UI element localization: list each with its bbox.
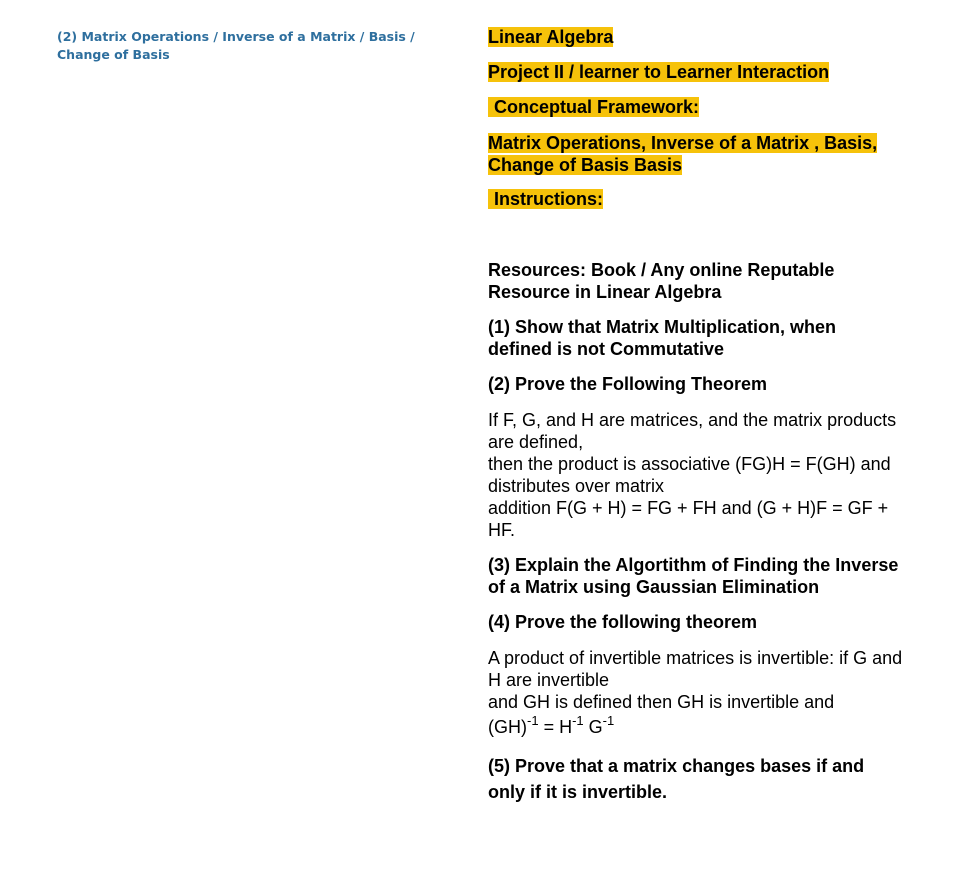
topics-heading: Matrix Operations, Inverse of a Matrix , Basis, Change of Basis Basis [488, 133, 878, 175]
theorem-2-line: If F, G, and H are matrices, and the matrix products are defined, [488, 410, 897, 452]
breadcrumb-link[interactable]: (2) Matrix Operations / Inverse of a Matrix / Basis / Change of Basis [57, 29, 415, 62]
assignment-content [488, 26, 903, 805]
theorem-4-line: A product of invertible matrices is invertible: if G and H are invertible [488, 648, 903, 690]
theorem-4 [488, 647, 903, 738]
framework-heading: Conceptual Framework: [488, 96, 903, 118]
task-4: (4) Prove the following theorem [488, 612, 758, 632]
resources-text: Resources: Book / Any online Reputable Resource in Linear Algebra [488, 260, 835, 302]
inverse-formula: $(GH)^{-1} = H^{-1}$ $G^{-1}$ [488, 713, 615, 737]
theorem-2-line: then the product is associative (FG)H = F(GH) and distributes over matrix [488, 454, 891, 496]
task-5: (5) Prove that a matrix changes bases if and only if it is invertible. [488, 756, 865, 802]
task-3: (3) Explain the Algortithm of Finding the Inverse of a Matrix using Gaussian Elimination [488, 555, 899, 597]
project-title: Project II / learner to Learner Interaction [488, 62, 830, 82]
instructions-heading: Instructions: [488, 188, 903, 210]
theorem-2-line: addition F(G + H) = FG + FH and (G + H)F = GF + HF. [488, 498, 889, 540]
task-2: (2) Prove the Following Theorem [488, 374, 768, 394]
theorem-4-line: and GH is defined then GH is invertible and [488, 692, 835, 712]
task-1: (1) Show that Matrix Multiplication, when defined is not Commutative [488, 317, 837, 359]
course-title: Linear Algebra [488, 27, 614, 47]
theorem-2 [488, 409, 903, 541]
